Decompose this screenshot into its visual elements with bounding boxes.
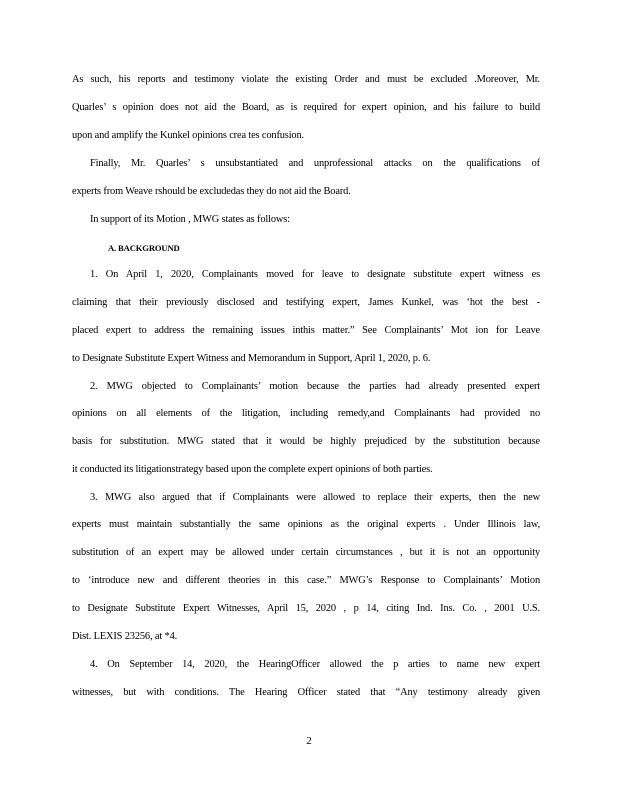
text-line: to Designate Substitute Expert Witnesses, April 15, 2020 , p 14, citing Ind. Ins. Co. , 2001 U.S. — [72, 603, 540, 614]
text-line: to ‘introduce new and different theories in this case.” MWG’s Response to Complainants’ Motion — [72, 575, 540, 586]
text-line: basis for substitution. MWG stated that it would be highly prejudiced by the substitution because — [72, 436, 540, 447]
text-line: substitution of an expert may be allowed under certain circumstances , but it is not an opportunity — [72, 547, 540, 558]
text-line: claiming that their previously disclosed and testifying expert, James Kunkel, was ‘hot the best - — [72, 297, 540, 308]
page-number: 2 — [306, 735, 312, 747]
section-heading: A. BACKGROUND — [108, 243, 180, 253]
text-line: experts from Weave rshould be excludedas they do not aid the Board. — [72, 186, 351, 197]
text-line: In support of its Motion , MWG states as follows: — [90, 214, 290, 225]
text-line: Dist. LEXIS 23256, at *4. — [72, 631, 178, 642]
text-line: 4. On September 14, 2020, the HearingOfficer allowed the p arties to name new expert — [90, 659, 540, 670]
text-line: placed expert to address the remaining issues inthis matter.” See Complainants’ Mot ion for Leave — [72, 325, 540, 336]
text-line: 3. MWG also argued that if Complainants were allowed to replace their experts, then the new — [90, 492, 540, 503]
text-line: witnesses, but with conditions. The Hearing Officer stated that “Any testimony already given — [72, 687, 540, 698]
text-line: experts must maintain substantially the same opinions as the original experts . Under Illinois law, — [72, 519, 540, 530]
text-line: it conducted its litigationstrategy based upon the complete expert opinions of both parties. — [72, 464, 433, 475]
text-line: 2. MWG objected to Complainants’ motion because the parties had already presented expert — [90, 381, 540, 392]
text-line: As such, his reports and testimony violate the existing Order and must be excluded .Moreover, Mr. — [72, 74, 540, 85]
text-line: 1. On April 1, 2020, Complainants moved for leave to designate substitute expert witness es — [90, 269, 540, 280]
text-line: Quarles’ s opinion does not aid the Board, as is required for expert opinion, and his failure to build — [72, 102, 540, 113]
text-line: upon and amplify the Kunkel opinions crea tes confusion. — [72, 130, 304, 141]
text-line: Finally, Mr. Quarles’ s unsubstantiated and unprofessional attacks on the qualifications of — [90, 158, 540, 169]
text-line: to Designate Substitute Expert Witness and Memorandum in Support, April 1, 2020, p. 6. — [72, 353, 431, 364]
text-line: opinions on all elements of the litigation, including remedy,and Complainants had provided no — [72, 408, 540, 419]
